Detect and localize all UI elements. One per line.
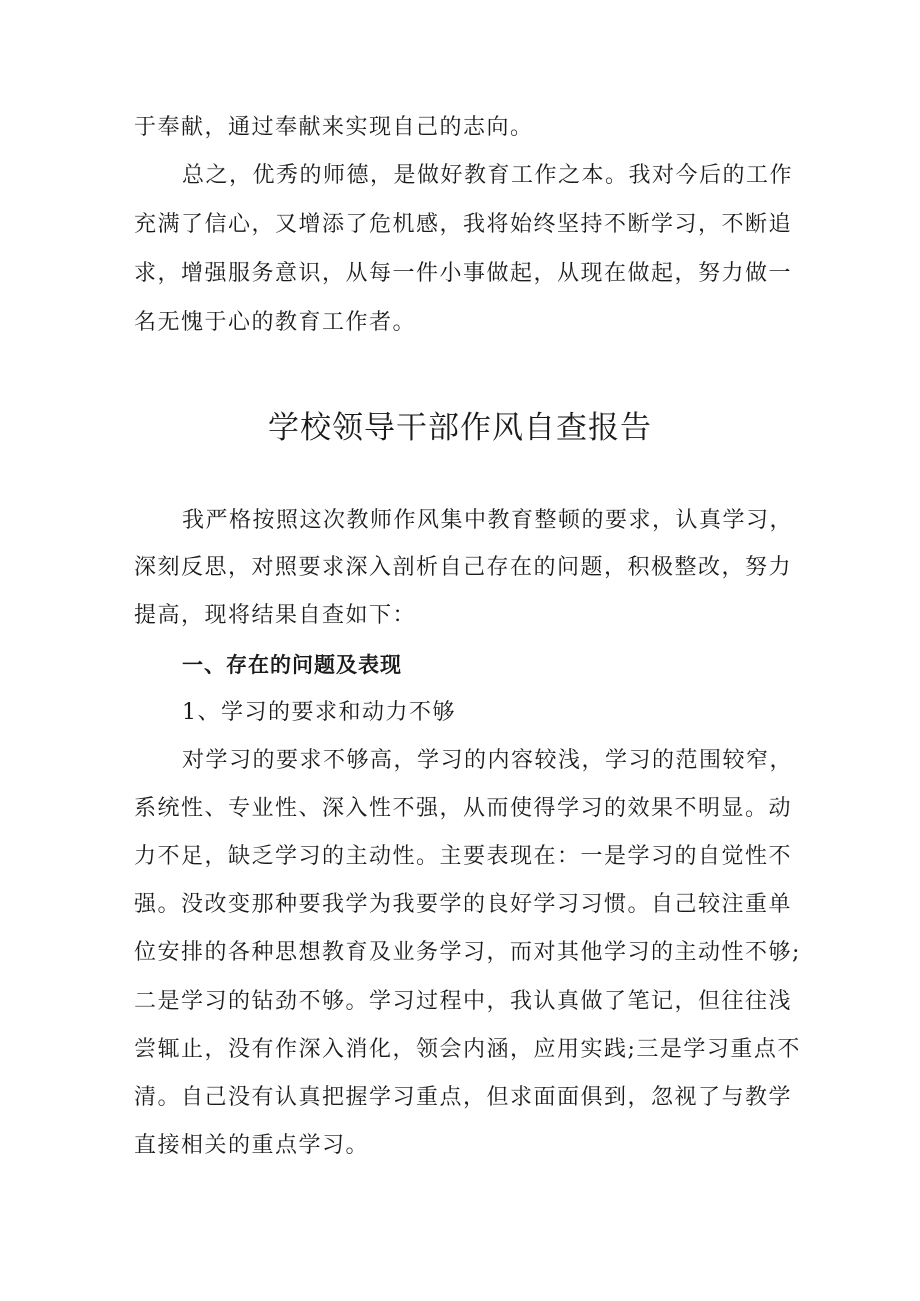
paragraph-line: 强。没改变那种要我学为我要学的良好学习习惯。自己较注重单: [134, 892, 793, 917]
paragraph-line: 深刻反思，对照要求深入剖析自己存在的问题，积极整改，努力: [134, 555, 793, 580]
item-heading: 1、学习的要求和动力不够: [182, 700, 456, 725]
paragraph-line: 位安排的各种思想教育及业务学习，而对其他学习的主动性不够;: [134, 940, 801, 965]
paragraph-line: 清。自己没有认真把握学习重点，但求面面俱到，忽视了与教学: [134, 1085, 793, 1110]
paragraph-line: 对学习的要求不够高，学习的内容较浅，学习的范围较窄，: [182, 748, 794, 773]
paragraph-line: 直接相关的重点学习。: [134, 1133, 370, 1158]
paragraph-line: 系统性、专业性、深入性不强，从而使得学习的效果不明显。动: [134, 796, 793, 821]
paragraph-line: 求，增强服务意识，从每一件小事做起，从现在做起，努力做一: [134, 261, 793, 286]
paragraph-line: 力不足，缺乏学习的主动性。主要表现在：一是学习的自觉性不: [134, 844, 793, 869]
section-heading: 一、存在的问题及表现: [182, 653, 402, 677]
paragraph-line: 二是学习的钻劲不够。学习过程中，我认真做了笔记，但往往浅: [134, 989, 793, 1014]
paragraph-line: 总之，优秀的师德，是做好教育工作之本。我对今后的工作: [182, 163, 794, 188]
page-title: 学校领导干部作风自查报告: [268, 410, 652, 446]
paragraph-line: 名无愧于心的教育工作者。: [134, 310, 417, 335]
paragraph-line: 充满了信心，又增添了危机感，我将始终坚持不断学习，不断追: [134, 212, 793, 237]
paragraph-line: 于奉献，通过奉献来实现自己的志向。: [134, 115, 534, 140]
paragraph-line: 提高，现将结果自查如下：: [134, 603, 417, 628]
paragraph-line: 我严格按照这次教师作风集中教育整顿的要求，认真学习，: [182, 508, 794, 533]
paragraph-line: 尝辄止，没有作深入消化，领会内涵，应用实践;三是学习重点不: [134, 1037, 801, 1062]
